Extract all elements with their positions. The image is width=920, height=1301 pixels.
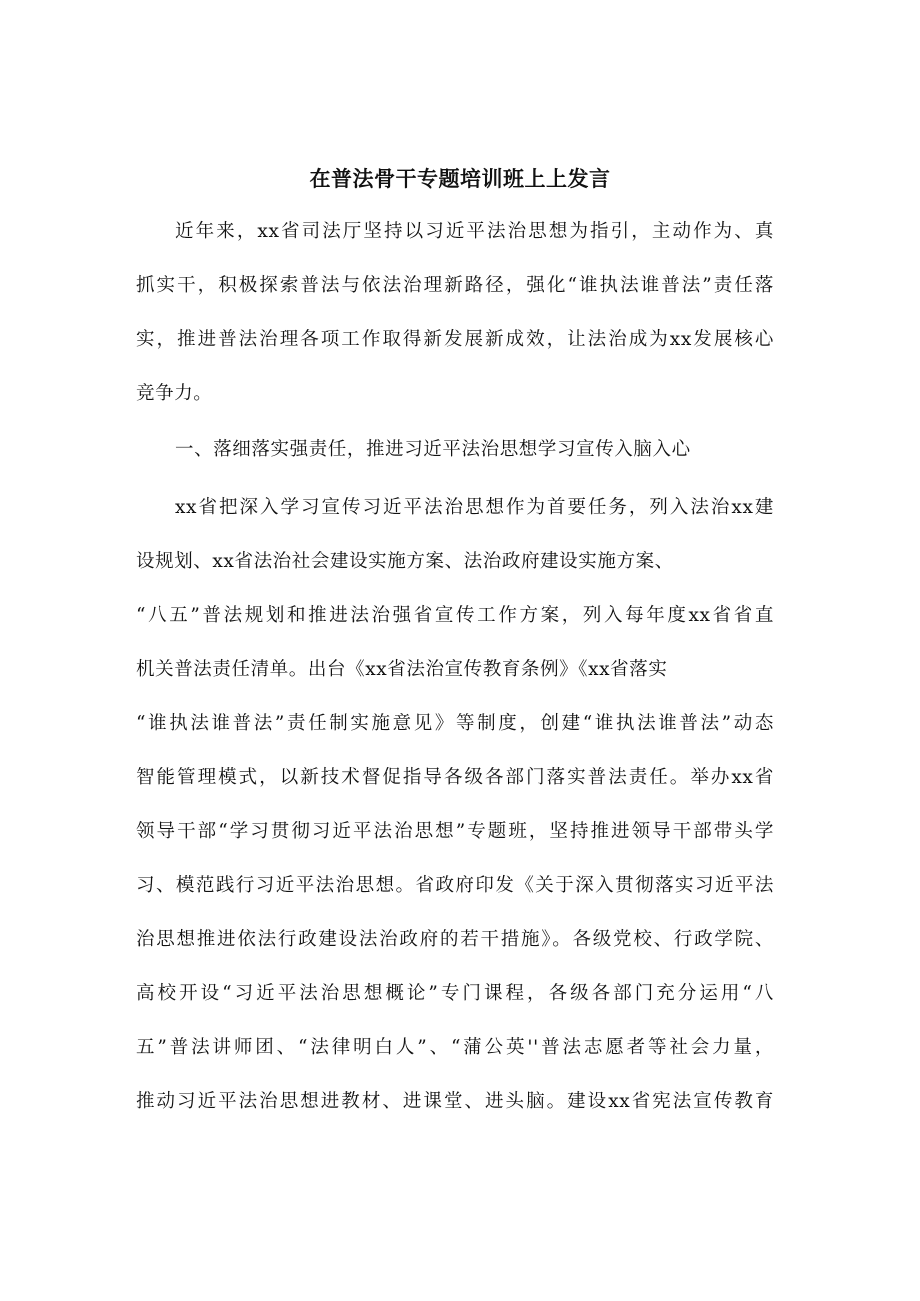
paragraph-2-line-1: xx省把深入学习宣传习近平法治思想作为首要任务，列入法治xx建 [175,497,774,518]
paragraph-1-line-1: 近年来，xx省司法厅坚持以习近平法治思想为指引，主动作为、真 [175,221,774,242]
paragraph-2-line-2: 设规划、xx省法治社会建设实施方案、法治政府建设实施方案、 [136,551,674,572]
paragraph-2-line-10: 高校开设“习近平法治思想概论”专门课程，各级各部门充分运用“八 [136,983,774,1004]
paragraph-2-line-7: 领导干部“学习贯彻习近平法治思想”专题班，坚持推进领导干部带头学 [136,821,774,842]
paragraph-1-line-3: 实，推进普法治理各项工作取得新发展新成效，让法治成为xx发展核心 [136,329,774,350]
section-heading-1: 一、落细落实强责任，推进习近平法治思想学习宣传入脑入心 [175,439,691,460]
paragraph-2-line-5: “谁执法谁普法”责任制实施意见》等制度，创建“谁执法谁普法”动态 [136,713,774,734]
document-title: 在普法骨干专题培训班上上发言 [309,166,611,191]
paragraph-2-line-9: 治思想推进依法行政建设法治政府的若干措施》。各级党校、行政学院、 [136,929,774,950]
paragraph-2-line-8: 习、模范践行习近平法治思想。省政府印发《关于深入贯彻落实习近平法 [136,875,774,896]
paragraph-1-line-2: 抓实干，积极探索普法与依法治理新路径，强化“谁执法谁普法”责任落 [136,275,774,296]
paragraph-2-line-3: “八五”普法规划和推进法治强省宣传工作方案，列入每年度xx省省直 [136,605,774,626]
paragraph-2-line-11: 五”普法讲师团、“法律明白人”、“蒲公英''普法志愿者等社会力量， [136,1037,774,1058]
paragraph-2-line-6: 智能管理模式，以新技术督促指导各级各部门落实普法责任。举办xx省 [136,767,774,788]
paragraph-1-line-4: 竞争力。 [136,383,213,404]
paragraph-2-line-12: 推动习近平法治思想进教材、进课堂、进头脑。建设xx省宪法宣传教育 [136,1091,774,1112]
paragraph-2-line-4: 机关普法责任清单。出台《xx省法治宣传教育条例》《xx省落实 [136,659,668,680]
